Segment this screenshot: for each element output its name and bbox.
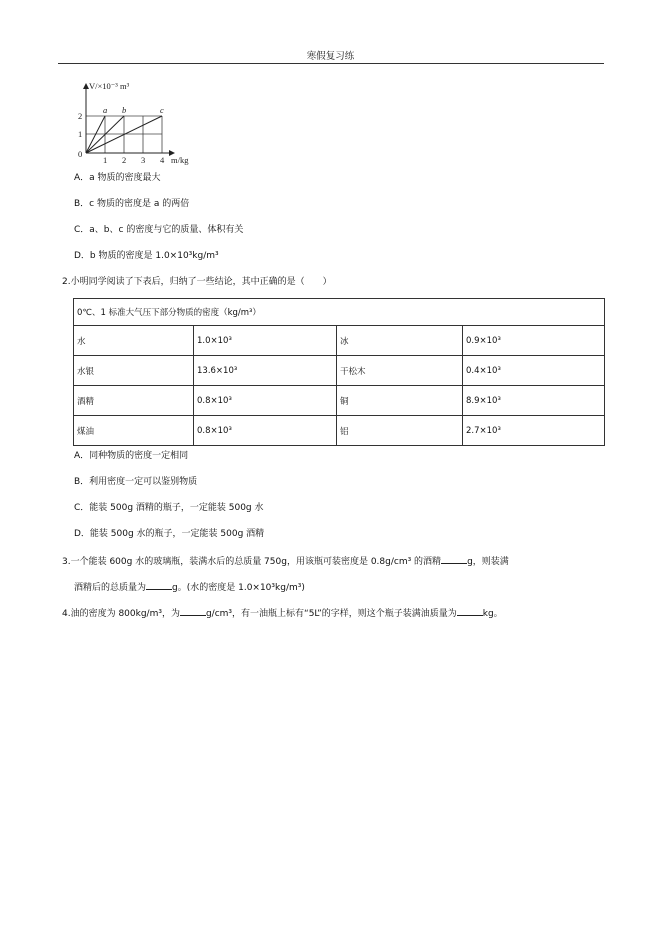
q1-option-d: D．b 物质的密度是 1.0×10³kg/m³ <box>74 251 219 261</box>
y-tick-2: 2 <box>78 111 83 121</box>
x-axis-label: m/kg <box>171 155 189 165</box>
q2-option-d: D．能装 500g 水的瓶子，一定能装 500g 酒精 <box>74 529 265 539</box>
q2-option-c: C．能装 500g 酒精的瓶子，一定能装 500g 水 <box>74 503 264 513</box>
q1-option-c: C．a、b、c 的密度与它的质量、体积有关 <box>74 225 244 235</box>
table-caption: 0℃、1 标准大气压下部分物质的密度（kg/m³） <box>74 299 605 326</box>
table-row <box>74 386 605 416</box>
q1-option-a: A．a 物质的密度最大 <box>74 173 161 183</box>
table-cell: 冰 <box>337 326 463 356</box>
q2-option-b: B．利用密度一定可以鉴别物质 <box>74 477 198 487</box>
q4-line <box>62 606 503 620</box>
table-cell: 0.8×10³ <box>194 386 337 416</box>
table-cell: 煤油 <box>74 416 194 446</box>
table-cell: 0.8×10³ <box>194 416 337 446</box>
table-cell: 铝 <box>337 416 463 446</box>
header-divider <box>58 63 604 64</box>
x-tick-2: 2 <box>122 155 127 165</box>
q2-option-a: A．同种物质的密度一定相同 <box>74 451 189 461</box>
x-tick-4: 4 <box>160 155 165 165</box>
origin-label: 0 <box>78 149 83 159</box>
q4-text-3: kg。 <box>482 609 503 619</box>
header-title: 寒假复习练 <box>306 51 355 62</box>
table-cell: 水 <box>74 326 194 356</box>
table-cell: 酒精 <box>74 386 194 416</box>
q3-blank-1 <box>441 554 467 564</box>
q4-text-1: 4.油的密度为 800kg/m³，为 <box>62 609 180 619</box>
table-row <box>74 356 605 386</box>
q3-text-1: 3.一个能装 600g 水的玻璃瓶，装满水后的总质量 750g，用该瓶可装密度是 0.8g/cm³ 的酒精 <box>62 557 442 567</box>
volume-mass-graph <box>74 80 204 166</box>
line-b-label: b <box>122 105 127 115</box>
table-cell: 铜 <box>337 386 463 416</box>
q3-blank-2 <box>146 580 172 590</box>
q2-stem: 2.小明同学阅读了下表后，归纳了一些结论，其中正确的是（ ） <box>62 277 332 287</box>
table-row <box>74 416 605 446</box>
line-a-label: a <box>103 105 108 115</box>
q3-text-2: g，则装满 <box>467 557 509 567</box>
x-tick-1: 1 <box>103 155 108 165</box>
table-cell: 1.0×10³ <box>194 326 337 356</box>
table-cell: 13.6×10³ <box>194 356 337 386</box>
table-cell: 水银 <box>74 356 194 386</box>
q4-text-2: g/cm³，有一油瓶上标有“5L”的字样，则这个瓶子装满油质量为 <box>205 609 457 619</box>
y-tick-1: 1 <box>78 129 83 139</box>
q4-blank-2 <box>457 606 483 616</box>
x-tick-3: 3 <box>141 155 146 165</box>
line-a <box>86 116 105 153</box>
line-c-label: c <box>160 105 164 115</box>
table-cell: 8.9×10³ <box>463 386 605 416</box>
y-axis-label: V/×10⁻³ m³ <box>89 81 130 91</box>
q3-line-1 <box>62 554 509 568</box>
table-cell: 2.7×10³ <box>463 416 605 446</box>
table-cell: 0.9×10³ <box>463 326 605 356</box>
q3-text-3: 酒精后的总质量为 <box>74 583 147 593</box>
table-cell: 0.4×10³ <box>463 356 605 386</box>
q4-blank-1 <box>180 606 206 616</box>
q3-text-4: g。(水的密度是 1.0×10³kg/m³) <box>172 583 305 593</box>
q3-line-2 <box>74 580 305 594</box>
q1-option-b: B．c 物质的密度是 a 的两倍 <box>74 199 190 209</box>
table-cell: 干松木 <box>337 356 463 386</box>
table-row <box>74 326 605 356</box>
density-table <box>73 298 605 446</box>
